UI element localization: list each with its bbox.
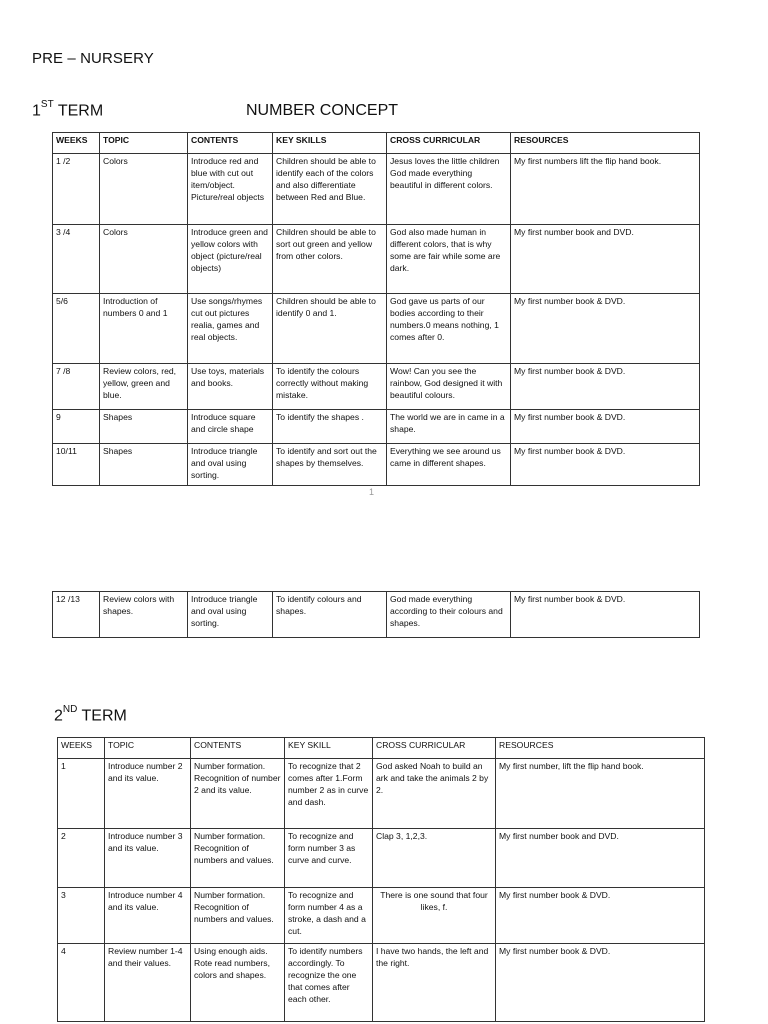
- table-cell: Shapes: [100, 444, 188, 486]
- table-row: [53, 225, 700, 294]
- table-cell: Number formation. Recognition of numbers and values.: [191, 888, 285, 944]
- table-row: [53, 444, 700, 486]
- column-header: WEEKS: [53, 133, 100, 154]
- term2-header-row: [58, 738, 705, 759]
- term1-continued-table: [52, 591, 700, 638]
- table-cell: Introduce square and circle shape: [188, 410, 273, 444]
- table-cell: Colors: [100, 225, 188, 294]
- table-cell: Everything we see around us came in different shapes.: [387, 444, 511, 486]
- table-cell: God asked Noah to build an ark and take the animals 2 by 2.: [373, 759, 496, 829]
- table-cell: Colors: [100, 154, 188, 225]
- table-cell: God gave us parts of our bodies according to their numbers.0 means nothing, 1 comes after 0.: [387, 294, 511, 364]
- term1-continued-body: [53, 592, 700, 638]
- term1-body: [53, 154, 700, 486]
- table-cell: My first number book & DVD.: [511, 410, 700, 444]
- table-row: [53, 592, 700, 638]
- table-cell: My first number book & DVD.: [511, 294, 700, 364]
- table-cell: Children should be able to sort out green and yellow from other colors.: [273, 225, 387, 294]
- term1-header-row: [53, 133, 700, 154]
- term2-number: 2: [54, 707, 63, 725]
- term2-heading: [54, 706, 127, 725]
- table-cell: Use songs/rhymes cut out pictures realia, games and real objects.: [188, 294, 273, 364]
- table-cell: Clap 3, 1,2,3.: [373, 829, 496, 888]
- table-cell: 2: [58, 829, 105, 888]
- term1-heading: [32, 101, 103, 120]
- table-cell: Number formation. Recognition of numbers and values.: [191, 829, 285, 888]
- table-cell: My first number, lift the flip hand book.: [496, 759, 705, 829]
- column-header: CONTENTS: [188, 133, 273, 154]
- table-cell: Introduce green and yellow colors with object (picture/real objects): [188, 225, 273, 294]
- table-cell: There is one sound that four likes, f.: [373, 888, 496, 944]
- table-cell: To identify numbers accordingly. To recognize the one that comes after each other.: [285, 944, 373, 1022]
- column-header: RESOURCES: [496, 738, 705, 759]
- table-cell: Introduce number 2 and its value.: [105, 759, 191, 829]
- table-cell: 7 /8: [53, 364, 100, 410]
- table-row: [53, 154, 700, 225]
- term2-label: TERM: [77, 707, 127, 725]
- table-cell: Introduce number 4 and its value.: [105, 888, 191, 944]
- column-header: TOPIC: [100, 133, 188, 154]
- table-cell: Children should be able to identify 0 and 1.: [273, 294, 387, 364]
- column-header: KEY SKILLS: [273, 133, 387, 154]
- table-row: [58, 759, 705, 829]
- term1-table: [52, 132, 700, 486]
- table-row: [53, 410, 700, 444]
- table-cell: My first number book & DVD.: [511, 592, 700, 638]
- table-cell: 1: [58, 759, 105, 829]
- term2-table: [57, 737, 705, 1022]
- table-cell: My first numbers lift the flip hand book.: [511, 154, 700, 225]
- table-cell: My first number book & DVD.: [496, 944, 705, 1022]
- column-header: WEEKS: [58, 738, 105, 759]
- table-cell: My first number book and DVD.: [511, 225, 700, 294]
- table-cell: To identify the shapes .: [273, 410, 387, 444]
- table-cell: God made everything according to their colours and shapes.: [387, 592, 511, 638]
- table-cell: 5/6: [53, 294, 100, 364]
- column-header: TOPIC: [105, 738, 191, 759]
- table-cell: Review colors, red, yellow, green and blue.: [100, 364, 188, 410]
- table-cell: God also made human in different colors, that is why some are fair while some are dark.: [387, 225, 511, 294]
- column-header: CONTENTS: [191, 738, 285, 759]
- table-cell: I have two hands, the left and the right.: [373, 944, 496, 1022]
- table-cell: My first number book & DVD.: [496, 888, 705, 944]
- subject-title: NUMBER CONCEPT: [246, 102, 399, 119]
- table-cell: Shapes: [100, 410, 188, 444]
- table-cell: To identify and sort out the shapes by themselves.: [273, 444, 387, 486]
- table-cell: Use toys, materials and books.: [188, 364, 273, 410]
- table-cell: My first number book and DVD.: [496, 829, 705, 888]
- column-header: CROSS CURRICULAR: [373, 738, 496, 759]
- table-cell: Introduction of numbers 0 and 1: [100, 294, 188, 364]
- table-cell: My first number book & DVD.: [511, 364, 700, 410]
- table-cell: Review number 1-4 and their values.: [105, 944, 191, 1022]
- table-cell: Introduce triangle and oval using sorting.: [188, 444, 273, 486]
- column-header: CROSS CURRICULAR: [387, 133, 511, 154]
- table-cell: 10/11: [53, 444, 100, 486]
- table-cell: My first number book & DVD.: [511, 444, 700, 486]
- table-cell: To recognize and form number 4 as a stroke, a dash and a cut.: [285, 888, 373, 944]
- table-row: [58, 888, 705, 944]
- column-header: RESOURCES: [511, 133, 700, 154]
- table-cell: 1 /2: [53, 154, 100, 225]
- table-row: [53, 294, 700, 364]
- table-cell: The world we are in came in a shape.: [387, 410, 511, 444]
- column-header: KEY SKILL: [285, 738, 373, 759]
- table-cell: 9: [53, 410, 100, 444]
- term2-ordinal: ND: [62, 704, 78, 715]
- table-cell: To identify colours and shapes.: [273, 592, 387, 638]
- table-cell: Using enough aids. Rote read numbers, colors and shapes.: [191, 944, 285, 1022]
- page-title: PRE – NURSERY: [32, 50, 154, 67]
- table-row: [53, 364, 700, 410]
- table-row: [58, 944, 705, 1022]
- table-cell: Number formation. Recognition of number 2 and its value.: [191, 759, 285, 829]
- table-cell: To recognize and form number 3 as curve and curve.: [285, 829, 373, 888]
- table-cell: Children should be able to identify each of the colors and also differentiate between Red and Blue.: [273, 154, 387, 225]
- term1-label: TERM: [53, 102, 104, 120]
- table-cell: 3 /4: [53, 225, 100, 294]
- term2-body: [58, 759, 705, 1022]
- table-cell: To recognize that 2 comes after 1.Form number 2 as in curve and dash.: [285, 759, 373, 829]
- table-cell: Introduce number 3 and its value.: [105, 829, 191, 888]
- table-cell: 12 /13: [53, 592, 100, 638]
- table-cell: Introduce red and blue with cut out item/object. Picture/real objects: [188, 154, 273, 225]
- table-cell: Jesus loves the little children God made everything beautiful in different colors.: [387, 154, 511, 225]
- page-number: 1: [369, 487, 375, 497]
- table-cell: Wow! Can you see the rainbow, God designed it with beautiful colours.: [387, 364, 511, 410]
- table-cell: 3: [58, 888, 105, 944]
- table-cell: 4: [58, 944, 105, 1022]
- term1-number: 1: [32, 102, 41, 120]
- table-cell: Review colors with shapes.: [100, 592, 188, 638]
- table-row: [58, 829, 705, 888]
- term1-ordinal: ST: [40, 99, 54, 110]
- table-cell: Introduce triangle and oval using sorting.: [188, 592, 273, 638]
- table-cell: To identify the colours correctly without making mistake.: [273, 364, 387, 410]
